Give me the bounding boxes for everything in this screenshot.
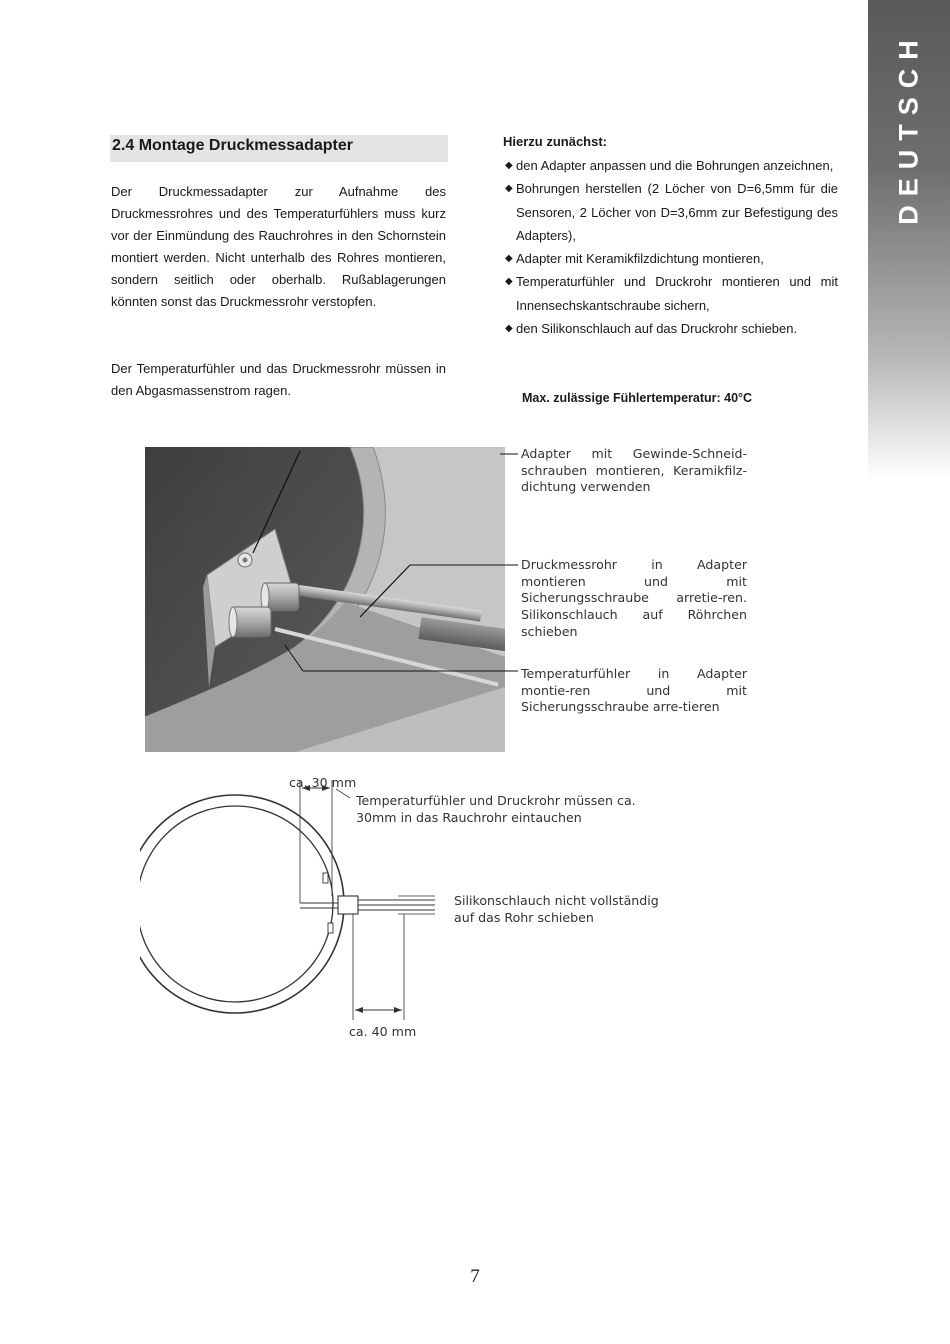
caption-leader-lines <box>500 447 520 687</box>
bullet-icon: ◆ <box>505 183 513 195</box>
immersion-note: Temperaturfühler und Druckrohr müssen ca. 30mm in das Rauchrohr eintauchen <box>356 793 636 825</box>
step-text: Temperaturfühler und Druckrohr montieren und mit Innensechskantschraube sichern, <box>516 274 838 313</box>
photo-caption-adapter: Adapter mit Gewinde-Schneid-schrauben montieren, Keramikfilz-dichtung verwenden <box>521 446 747 495</box>
step-text: den Adapter anpassen und die Bohrungen anzeichnen, <box>516 158 834 173</box>
language-tab <box>868 0 950 480</box>
list-item <box>503 247 838 270</box>
bullet-icon: ◆ <box>505 160 513 171</box>
page-number: 7 <box>470 1266 480 1287</box>
dimension-label-40mm: ca. 40 mm <box>349 1024 417 1039</box>
dimension-label-30mm: ca. 30 mm <box>289 775 357 790</box>
photo-caption-pressure-tube: Druckmessrohr in Adapter montieren und mit Sicherungsschraube arretie-ren. Silikonschlauch auf Röhrchen schieben <box>521 557 747 639</box>
step-text: den Silikonschlauch auf das Druckrohr schieben. <box>516 321 798 337</box>
section-title: 2.4 Montage Druckmessadapter <box>110 135 448 162</box>
bullet-icon: ◆ <box>505 323 513 335</box>
photo-caption-temperature-sensor: Temperaturfühler in Adapter montie-ren und mit Sicherungsschraube arre-tieren <box>521 666 747 715</box>
hose-note: Silikonschlauch nicht vollständig auf das Rohr schieben <box>454 893 659 925</box>
intro-paragraph: Der Druckmessadapter zur Aufnahme des Druckmessrohres und des Temperaturfühlers muss kurz vor der Einmündung des Rauchrohres in den Schornstein montiert werden. Nicht unterhalb des Rohres montieren, sondern seitlich oder oberhalb. Rußablagerungen könnten sonst das Druckmessrohr verstopfen. <box>111 184 446 309</box>
bullet-icon: ◆ <box>505 276 513 288</box>
list-item <box>503 317 838 340</box>
bullet-icon: ◆ <box>505 253 513 265</box>
max-temperature-note: Max. zulässige Fühlertemperatur: 40°C <box>522 391 753 405</box>
installation-photo <box>145 447 505 752</box>
second-paragraph: Der Temperaturfühler und das Druckmessrohr müssen in den Abgasmassenstrom ragen. <box>111 361 446 398</box>
steps-heading: Hierzu zunächst: <box>503 134 608 149</box>
list-item <box>503 177 838 247</box>
list-item <box>503 270 838 317</box>
steps-list <box>503 154 838 340</box>
list-item <box>503 154 838 177</box>
step-text: Bohrungen herstellen (2 Löcher von D=6,5mm für die Sensoren, 2 Löcher von D=3,6mm zur Befestigung des Adapters), <box>516 181 838 243</box>
language-tab-label: DEUTSCH <box>893 31 924 225</box>
step-text: Adapter mit Keramikfilzdichtung montieren, <box>516 251 764 267</box>
